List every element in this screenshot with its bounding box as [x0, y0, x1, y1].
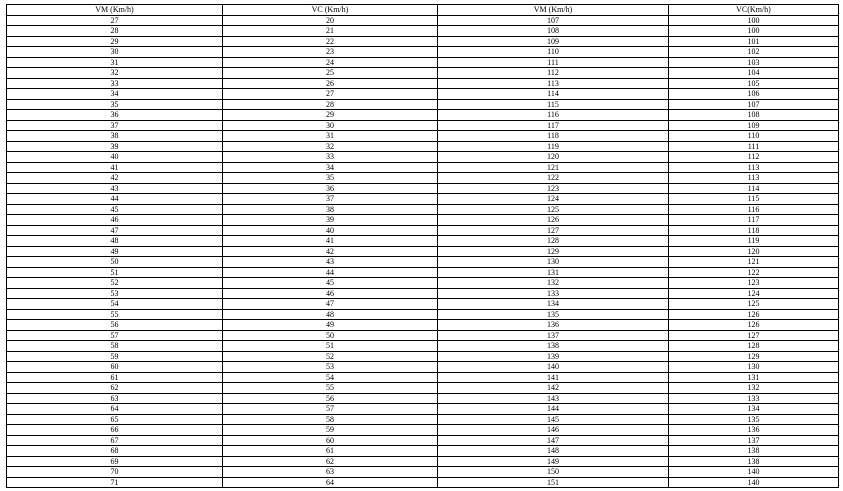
table-row: [7, 299, 839, 310]
cell-vm-1: 56: [7, 320, 223, 331]
table-row: [7, 47, 839, 58]
cell-vm-2: 137: [438, 330, 669, 341]
table-row: [7, 351, 839, 362]
cell-vm-1: 63: [7, 393, 223, 404]
cell-vc-2: 140: [669, 467, 839, 478]
cell-vm-2: 120: [438, 152, 669, 163]
cell-vc-2: 129: [669, 351, 839, 362]
cell-vc-2: 111: [669, 141, 839, 152]
cell-vc-2: 116: [669, 204, 839, 215]
table-row: [7, 152, 839, 163]
cell-vm-2: 114: [438, 89, 669, 100]
cell-vc-1: 48: [223, 309, 438, 320]
cell-vc-2: 119: [669, 236, 839, 247]
cell-vc-2: 121: [669, 257, 839, 268]
table-row: [7, 26, 839, 37]
cell-vm-2: 128: [438, 236, 669, 247]
table-row: [7, 456, 839, 467]
cell-vc-1: 20: [223, 15, 438, 26]
cell-vm-2: 130: [438, 257, 669, 268]
cell-vm-1: 41: [7, 162, 223, 173]
cell-vm-1: 59: [7, 351, 223, 362]
table-row: [7, 131, 839, 142]
cell-vc-2: 114: [669, 183, 839, 194]
header-vm-1: VM (Km/h): [7, 5, 223, 16]
cell-vc-2: 101: [669, 36, 839, 47]
cell-vm-1: 31: [7, 57, 223, 68]
cell-vc-2: 138: [669, 456, 839, 467]
table-row: [7, 257, 839, 268]
table-row: [7, 320, 839, 331]
cell-vm-1: 54: [7, 299, 223, 310]
cell-vc-1: 46: [223, 288, 438, 299]
table-row: [7, 288, 839, 299]
cell-vm-1: 36: [7, 110, 223, 121]
table-row: [7, 141, 839, 152]
cell-vm-2: 122: [438, 173, 669, 184]
cell-vc-1: 59: [223, 425, 438, 436]
cell-vm-2: 144: [438, 404, 669, 415]
cell-vm-1: 60: [7, 362, 223, 373]
cell-vm-2: 124: [438, 194, 669, 205]
cell-vc-2: 118: [669, 225, 839, 236]
table-row: [7, 173, 839, 184]
cell-vm-2: 142: [438, 383, 669, 394]
table-row: [7, 162, 839, 173]
cell-vm-2: 118: [438, 131, 669, 142]
table-row: [7, 446, 839, 457]
cell-vm-2: 110: [438, 47, 669, 58]
cell-vm-2: 134: [438, 299, 669, 310]
cell-vm-1: 61: [7, 372, 223, 383]
cell-vm-1: 34: [7, 89, 223, 100]
cell-vm-2: 138: [438, 341, 669, 352]
cell-vm-2: 121: [438, 162, 669, 173]
cell-vm-1: 42: [7, 173, 223, 184]
cell-vc-1: 61: [223, 446, 438, 457]
cell-vc-1: 22: [223, 36, 438, 47]
cell-vc-1: 31: [223, 131, 438, 142]
cell-vc-1: 55: [223, 383, 438, 394]
cell-vc-2: 133: [669, 393, 839, 404]
cell-vc-2: 103: [669, 57, 839, 68]
cell-vc-1: 44: [223, 267, 438, 278]
cell-vc-1: 49: [223, 320, 438, 331]
cell-vc-2: 138: [669, 446, 839, 457]
cell-vc-2: 126: [669, 309, 839, 320]
cell-vm-1: 37: [7, 120, 223, 131]
header-vm-2: VM (Km/h): [438, 5, 669, 16]
cell-vm-1: 27: [7, 15, 223, 26]
cell-vm-1: 58: [7, 341, 223, 352]
cell-vm-2: 146: [438, 425, 669, 436]
table-row: [7, 15, 839, 26]
cell-vc-1: 34: [223, 162, 438, 173]
cell-vc-1: 38: [223, 204, 438, 215]
header-vc-1: VC (Km/h): [223, 5, 438, 16]
cell-vm-2: 141: [438, 372, 669, 383]
header-row: [7, 5, 839, 16]
cell-vm-1: 47: [7, 225, 223, 236]
table-row: [7, 183, 839, 194]
cell-vm-2: 109: [438, 36, 669, 47]
cell-vc-2: 125: [669, 299, 839, 310]
cell-vc-2: 109: [669, 120, 839, 131]
table-row: [7, 362, 839, 373]
cell-vc-2: 136: [669, 425, 839, 436]
cell-vc-2: 113: [669, 173, 839, 184]
cell-vc-1: 25: [223, 68, 438, 79]
cell-vc-2: 132: [669, 383, 839, 394]
cell-vc-1: 36: [223, 183, 438, 194]
cell-vm-2: 150: [438, 467, 669, 478]
cell-vm-1: 67: [7, 435, 223, 446]
cell-vc-1: 47: [223, 299, 438, 310]
table-row: [7, 225, 839, 236]
cell-vm-2: 123: [438, 183, 669, 194]
table-row: [7, 267, 839, 278]
table-row: [7, 110, 839, 121]
table-row: [7, 467, 839, 478]
cell-vc-1: 32: [223, 141, 438, 152]
cell-vm-2: 148: [438, 446, 669, 457]
cell-vc-2: 115: [669, 194, 839, 205]
cell-vc-2: 140: [669, 477, 839, 488]
cell-vm-2: 143: [438, 393, 669, 404]
cell-vc-2: 127: [669, 330, 839, 341]
cell-vc-1: 51: [223, 341, 438, 352]
cell-vc-1: 28: [223, 99, 438, 110]
table-row: [7, 278, 839, 289]
cell-vm-2: 113: [438, 78, 669, 89]
cell-vc-1: 43: [223, 257, 438, 268]
cell-vm-1: 65: [7, 414, 223, 425]
table-row: [7, 477, 839, 488]
table-row: [7, 341, 839, 352]
cell-vm-1: 55: [7, 309, 223, 320]
table-row: [7, 36, 839, 47]
cell-vc-1: 53: [223, 362, 438, 373]
cell-vm-2: 127: [438, 225, 669, 236]
cell-vc-2: 131: [669, 372, 839, 383]
cell-vm-2: 139: [438, 351, 669, 362]
table-row: [7, 414, 839, 425]
cell-vm-2: 131: [438, 267, 669, 278]
table-row: [7, 215, 839, 226]
cell-vc-1: 33: [223, 152, 438, 163]
cell-vm-2: 107: [438, 15, 669, 26]
table-row: [7, 330, 839, 341]
cell-vm-2: 108: [438, 26, 669, 37]
cell-vm-1: 45: [7, 204, 223, 215]
cell-vc-1: 64: [223, 477, 438, 488]
cell-vc-1: 26: [223, 78, 438, 89]
cell-vm-1: 32: [7, 68, 223, 79]
cell-vc-1: 45: [223, 278, 438, 289]
cell-vc-1: 57: [223, 404, 438, 415]
table-row: [7, 246, 839, 257]
cell-vm-1: 49: [7, 246, 223, 257]
cell-vm-1: 53: [7, 288, 223, 299]
cell-vm-1: 70: [7, 467, 223, 478]
cell-vm-1: 33: [7, 78, 223, 89]
cell-vc-2: 112: [669, 152, 839, 163]
cell-vc-2: 100: [669, 15, 839, 26]
cell-vm-1: 50: [7, 257, 223, 268]
cell-vc-2: 105: [669, 78, 839, 89]
table-row: [7, 404, 839, 415]
cell-vm-1: 35: [7, 99, 223, 110]
cell-vm-2: 117: [438, 120, 669, 131]
cell-vm-1: 51: [7, 267, 223, 278]
cell-vc-1: 56: [223, 393, 438, 404]
table-row: [7, 425, 839, 436]
table-row: [7, 194, 839, 205]
cell-vm-1: 62: [7, 383, 223, 394]
cell-vc-2: 122: [669, 267, 839, 278]
cell-vm-1: 48: [7, 236, 223, 247]
header-vc-2: VC(Km/h): [669, 5, 839, 16]
table-row: [7, 89, 839, 100]
cell-vm-1: 69: [7, 456, 223, 467]
cell-vc-1: 29: [223, 110, 438, 121]
cell-vc-1: 52: [223, 351, 438, 362]
cell-vc-1: 42: [223, 246, 438, 257]
cell-vm-2: 125: [438, 204, 669, 215]
cell-vm-1: 68: [7, 446, 223, 457]
cell-vc-2: 130: [669, 362, 839, 373]
table-row: [7, 435, 839, 446]
speed-conversion-table: [6, 4, 839, 488]
cell-vm-2: 135: [438, 309, 669, 320]
cell-vm-1: 39: [7, 141, 223, 152]
cell-vc-2: 102: [669, 47, 839, 58]
cell-vm-1: 30: [7, 47, 223, 58]
cell-vc-1: 23: [223, 47, 438, 58]
table-header: [7, 5, 839, 16]
cell-vc-1: 60: [223, 435, 438, 446]
cell-vc-2: 123: [669, 278, 839, 289]
table-row: [7, 393, 839, 404]
cell-vm-1: 66: [7, 425, 223, 436]
cell-vc-2: 120: [669, 246, 839, 257]
table-body: [7, 15, 839, 488]
cell-vc-1: 40: [223, 225, 438, 236]
cell-vm-2: 149: [438, 456, 669, 467]
cell-vc-2: 128: [669, 341, 839, 352]
cell-vm-1: 40: [7, 152, 223, 163]
cell-vm-2: 111: [438, 57, 669, 68]
cell-vc-1: 54: [223, 372, 438, 383]
cell-vm-1: 46: [7, 215, 223, 226]
table-row: [7, 99, 839, 110]
cell-vm-1: 64: [7, 404, 223, 415]
cell-vc-2: 100: [669, 26, 839, 37]
cell-vc-2: 110: [669, 131, 839, 142]
cell-vc-2: 113: [669, 162, 839, 173]
cell-vc-2: 107: [669, 99, 839, 110]
cell-vm-2: 140: [438, 362, 669, 373]
cell-vc-1: 30: [223, 120, 438, 131]
table-row: [7, 57, 839, 68]
cell-vc-2: 108: [669, 110, 839, 121]
cell-vc-2: 126: [669, 320, 839, 331]
table-row: [7, 383, 839, 394]
cell-vm-2: 133: [438, 288, 669, 299]
table-row: [7, 309, 839, 320]
cell-vm-2: 136: [438, 320, 669, 331]
cell-vm-2: 119: [438, 141, 669, 152]
table-row: [7, 68, 839, 79]
cell-vm-2: 116: [438, 110, 669, 121]
cell-vc-1: 62: [223, 456, 438, 467]
table-row: [7, 236, 839, 247]
cell-vc-2: 104: [669, 68, 839, 79]
cell-vm-2: 151: [438, 477, 669, 488]
cell-vc-1: 50: [223, 330, 438, 341]
cell-vc-1: 35: [223, 173, 438, 184]
cell-vc-1: 39: [223, 215, 438, 226]
cell-vm-1: 57: [7, 330, 223, 341]
cell-vc-1: 24: [223, 57, 438, 68]
table-row: [7, 120, 839, 131]
cell-vm-1: 43: [7, 183, 223, 194]
cell-vc-2: 124: [669, 288, 839, 299]
cell-vc-2: 137: [669, 435, 839, 446]
cell-vc-2: 117: [669, 215, 839, 226]
table-row: [7, 78, 839, 89]
cell-vm-1: 28: [7, 26, 223, 37]
cell-vm-1: 52: [7, 278, 223, 289]
cell-vm-1: 29: [7, 36, 223, 47]
cell-vm-2: 132: [438, 278, 669, 289]
cell-vc-1: 37: [223, 194, 438, 205]
cell-vm-2: 112: [438, 68, 669, 79]
cell-vm-2: 145: [438, 414, 669, 425]
table-row: [7, 204, 839, 215]
cell-vm-2: 147: [438, 435, 669, 446]
cell-vc-1: 63: [223, 467, 438, 478]
cell-vc-1: 27: [223, 89, 438, 100]
cell-vc-1: 58: [223, 414, 438, 425]
cell-vm-1: 44: [7, 194, 223, 205]
cell-vm-1: 71: [7, 477, 223, 488]
cell-vm-2: 115: [438, 99, 669, 110]
cell-vc-2: 134: [669, 404, 839, 415]
cell-vc-2: 135: [669, 414, 839, 425]
cell-vc-1: 41: [223, 236, 438, 247]
cell-vm-2: 126: [438, 215, 669, 226]
cell-vc-2: 106: [669, 89, 839, 100]
cell-vc-1: 21: [223, 26, 438, 37]
cell-vm-1: 38: [7, 131, 223, 142]
cell-vm-2: 129: [438, 246, 669, 257]
table-row: [7, 372, 839, 383]
